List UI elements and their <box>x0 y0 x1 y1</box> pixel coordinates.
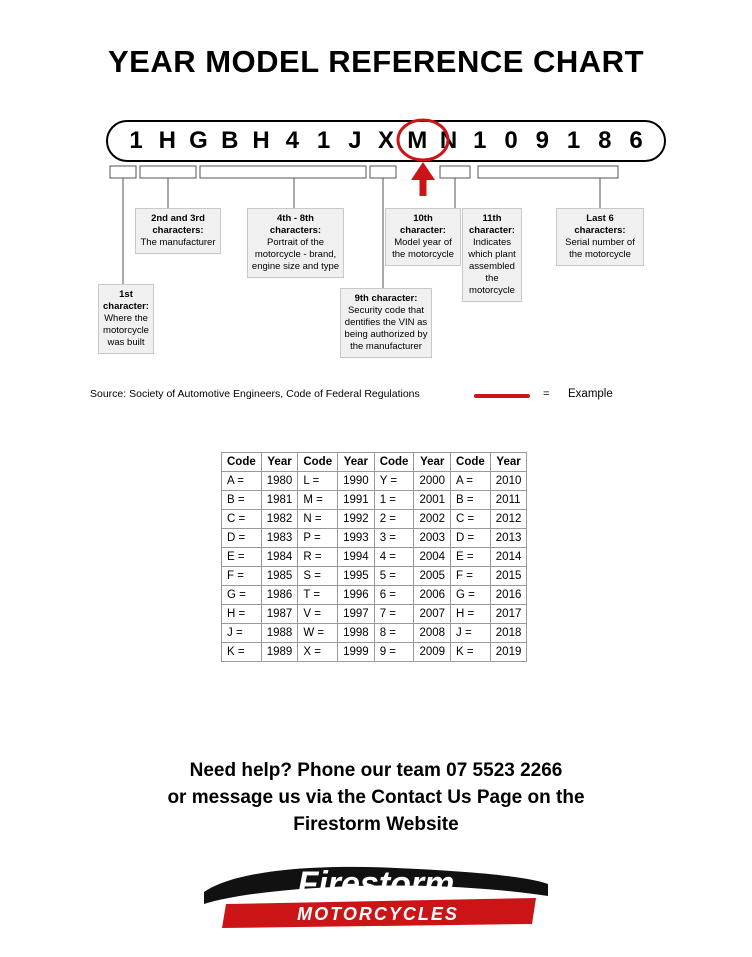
table-cell: 2005 <box>414 567 451 586</box>
table-cell: 1997 <box>338 605 375 624</box>
callout-text: Indicates which plant assembled the motorcycle <box>468 237 516 296</box>
vin-capsule <box>106 120 666 162</box>
vin-char: B <box>221 127 239 154</box>
table-row <box>222 567 527 586</box>
table-row <box>222 510 527 529</box>
vin-char: J <box>348 127 362 154</box>
year-code-table <box>221 452 527 662</box>
table-cell: R = <box>298 548 338 567</box>
table-cell: 2012 <box>490 510 527 529</box>
vin-highlight-arrow <box>411 162 435 196</box>
table-cell: 5 = <box>374 567 414 586</box>
table-cell: 1985 <box>261 567 298 586</box>
vin-char: X <box>377 127 394 154</box>
table-row <box>222 643 527 662</box>
table-cell: 1999 <box>338 643 375 662</box>
table-cell: 6 = <box>374 586 414 605</box>
callout-11th-character <box>462 208 522 302</box>
callout-heading: 2nd and 3rd characters: <box>151 213 205 236</box>
help-line-2: or message us via the Contact Us Page on the <box>167 787 585 808</box>
table-cell-highlighted: M = <box>298 491 338 510</box>
table-row <box>222 491 527 510</box>
table-cell: 2004 <box>414 548 451 567</box>
table-cell: K = <box>222 643 262 662</box>
table-cell: E = <box>451 548 491 567</box>
callout-text: Model year of the motorcycle <box>392 237 454 260</box>
table-cell: 2010 <box>490 472 527 491</box>
table-cell: 1982 <box>261 510 298 529</box>
table-cell: 2011 <box>490 491 527 510</box>
table-cell: F = <box>222 567 262 586</box>
table-cell: 2008 <box>414 624 451 643</box>
table-header-cell: Year <box>338 453 375 472</box>
table-cell: K = <box>451 643 491 662</box>
table-cell: 1994 <box>338 548 375 567</box>
help-text <box>0 757 752 838</box>
callout-heading: 10th character: <box>400 213 446 236</box>
legend-label: Example <box>568 388 613 400</box>
table-cell: 2014 <box>490 548 527 567</box>
callout-text: Serial number of the motorcycle <box>565 237 635 260</box>
table-cell: G = <box>222 586 262 605</box>
table-cell: A = <box>451 472 491 491</box>
table-cell: 2009 <box>414 643 451 662</box>
source-note: Source: Society of Automotive Engineers, Code of Federal Regulations <box>90 388 420 400</box>
table-cell: H = <box>451 605 491 624</box>
table-cell: 2006 <box>414 586 451 605</box>
table-cell: 2019 <box>490 643 527 662</box>
table-cell: 8 = <box>374 624 414 643</box>
table-cell: T = <box>298 586 338 605</box>
table-header-row <box>222 453 527 472</box>
vin-char: 6 <box>629 127 643 154</box>
callout-10th-character <box>385 208 461 266</box>
callout-heading: Last 6 characters: <box>574 213 626 236</box>
table-cell: P = <box>298 529 338 548</box>
table-cell: 2013 <box>490 529 527 548</box>
table-header-cell: Year <box>490 453 527 472</box>
table-header-cell: Year <box>414 453 451 472</box>
vin-char: 0 <box>504 127 518 154</box>
table-cell: X = <box>298 643 338 662</box>
table-cell: J = <box>222 624 262 643</box>
table-cell: N = <box>298 510 338 529</box>
table-cell: A = <box>222 472 262 491</box>
vin-char: G <box>189 127 208 154</box>
table-cell: 2000 <box>414 472 451 491</box>
table-cell: 1980 <box>261 472 298 491</box>
callout-text: Where the motorcycle was built <box>103 313 149 348</box>
table-header-cell: Code <box>222 453 262 472</box>
table-cell: 1 = <box>374 491 414 510</box>
help-line-1: Need help? Phone our team 07 5523 2266 <box>189 760 563 781</box>
table-cell: B = <box>222 491 262 510</box>
callout-2nd-3rd-characters <box>135 208 221 254</box>
table-cell: W = <box>298 624 338 643</box>
vin-char: N <box>439 127 458 154</box>
callout-heading: 1st character: <box>103 289 149 312</box>
firestorm-logo <box>196 862 556 934</box>
callout-text: The manufacturer <box>140 237 216 248</box>
table-cell: B = <box>451 491 491 510</box>
table-row <box>222 586 527 605</box>
table-cell: 2 = <box>374 510 414 529</box>
page-title: YEAR MODEL REFERENCE CHART <box>107 44 645 79</box>
logo-brand-text: Firestorm <box>297 865 455 903</box>
table-header-cell: Code <box>374 453 414 472</box>
table-cell: 3 = <box>374 529 414 548</box>
table-cell: 1996 <box>338 586 375 605</box>
table-row <box>222 472 527 491</box>
table-cell: E = <box>222 548 262 567</box>
callout-heading: 11th character: <box>469 213 515 236</box>
table-cell: J = <box>451 624 491 643</box>
table-row <box>222 605 527 624</box>
callout-text: Portrait of the motorcycle - brand, engine size and type <box>251 237 340 272</box>
table-cell: H = <box>222 605 262 624</box>
callout-4th-8th-characters <box>247 208 344 278</box>
table-cell: 1990 <box>338 472 375 491</box>
table-cell: F = <box>451 567 491 586</box>
table-cell: 2007 <box>414 605 451 624</box>
table-header-cell: Year <box>261 453 298 472</box>
vin-char: 4 <box>285 127 299 154</box>
vin-char-highlighted: M <box>407 127 428 154</box>
vin-char: 8 <box>598 127 612 154</box>
table-cell: D = <box>451 529 491 548</box>
table-cell: C = <box>222 510 262 529</box>
table-cell: 2018 <box>490 624 527 643</box>
table-cell: V = <box>298 605 338 624</box>
table-row <box>222 624 527 643</box>
table-row <box>222 548 527 567</box>
table-cell: 4 = <box>374 548 414 567</box>
table-cell: 2001 <box>414 491 451 510</box>
callout-1st-character <box>98 284 154 354</box>
table-cell: 1984 <box>261 548 298 567</box>
vin-char: 9 <box>535 127 549 154</box>
table-row <box>222 529 527 548</box>
callout-last-6-characters <box>556 208 644 266</box>
table-cell: 1987 <box>261 605 298 624</box>
table-cell-highlighted: 1991 <box>338 491 375 510</box>
table-cell: 2003 <box>414 529 451 548</box>
table-cell: L = <box>298 472 338 491</box>
table-header-cell: Code <box>298 453 338 472</box>
table-cell: S = <box>298 567 338 586</box>
table-header-cell: Code <box>451 453 491 472</box>
table-cell: 2017 <box>490 605 527 624</box>
help-line-3: Firestorm Website <box>293 814 459 835</box>
legend-equals: = <box>543 388 550 400</box>
vin-char: 1 <box>566 127 581 154</box>
vin-char: 1 <box>473 127 487 154</box>
vin-char: 1 <box>316 127 331 154</box>
table-cell: 1981 <box>261 491 298 510</box>
logo-subtitle-text: MOTORCYCLES <box>297 904 459 924</box>
table-cell: 2002 <box>414 510 451 529</box>
table-cell: 2015 <box>490 567 527 586</box>
table-cell: C = <box>451 510 491 529</box>
table-cell: 2016 <box>490 586 527 605</box>
table-cell: 1995 <box>338 567 375 586</box>
vin-char: H <box>158 127 176 154</box>
callout-9th-character <box>340 288 432 358</box>
vin-char: 1 <box>129 127 143 154</box>
table-cell: 1992 <box>338 510 375 529</box>
table-cell: 1993 <box>338 529 375 548</box>
table-cell: 1989 <box>261 643 298 662</box>
callout-heading: 4th - 8th characters: <box>269 213 322 236</box>
vin-char: H <box>252 127 270 154</box>
callout-heading: 9th character: <box>354 293 418 304</box>
table-cell: 1998 <box>338 624 375 643</box>
callout-text: Security code that dentifies the VIN as being authorized by the manufacturer <box>344 305 428 352</box>
table-cell: 1983 <box>261 529 298 548</box>
table-cell: D = <box>222 529 262 548</box>
table-cell: 1986 <box>261 586 298 605</box>
table-cell: 1988 <box>261 624 298 643</box>
table-cell: 7 = <box>374 605 414 624</box>
table-cell: G = <box>451 586 491 605</box>
table-cell: 9 = <box>374 643 414 662</box>
table-cell: Y = <box>374 472 414 491</box>
